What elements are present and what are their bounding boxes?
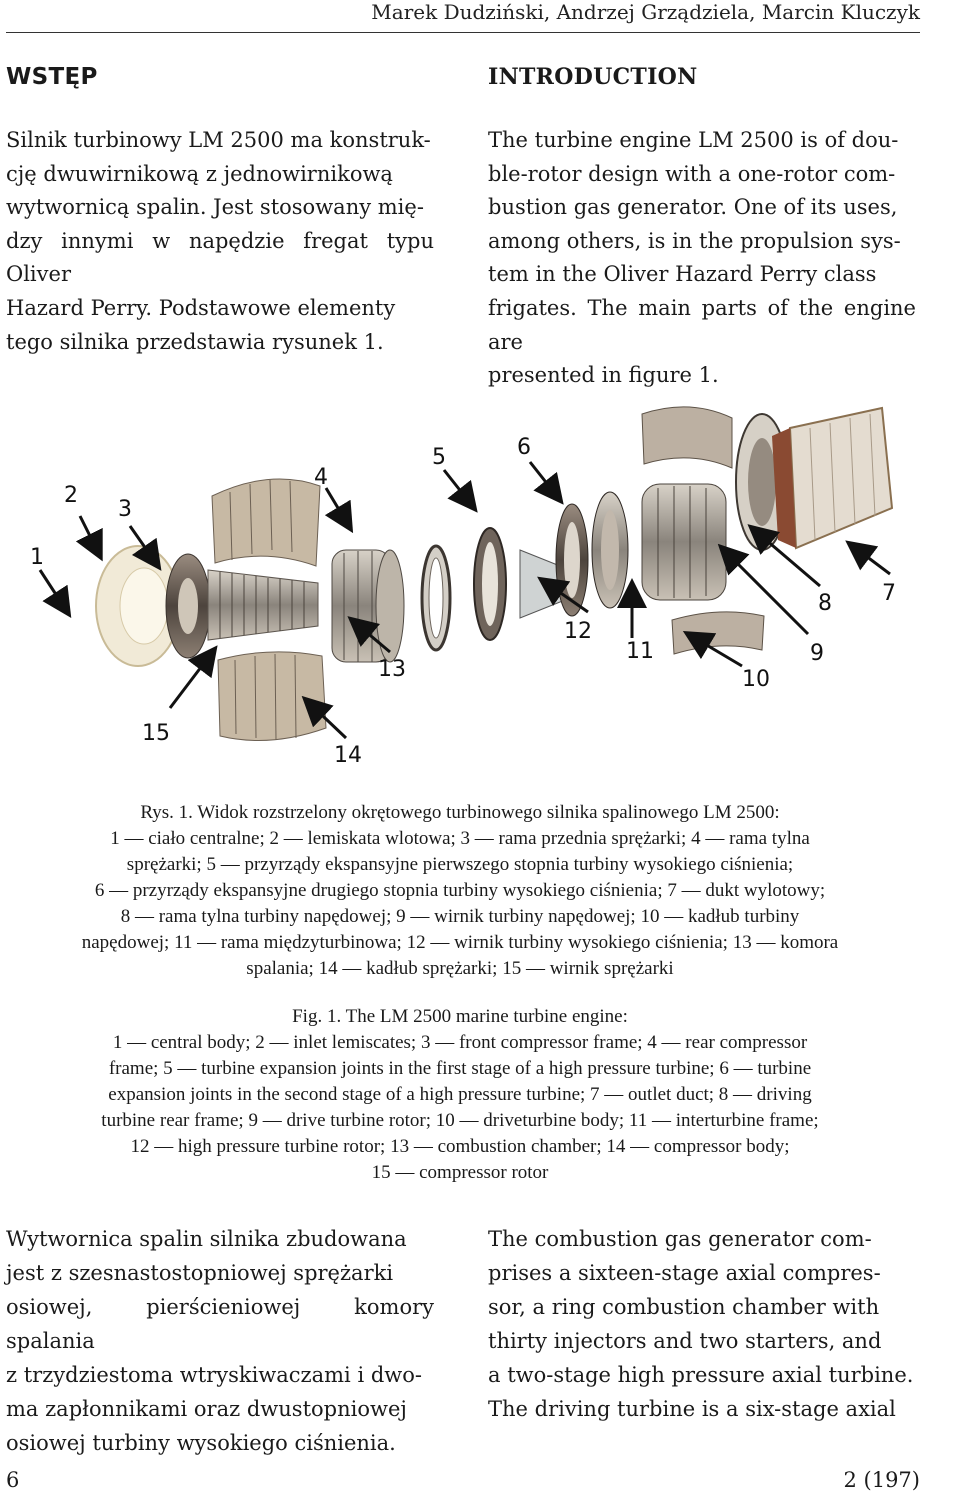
text-line: Silnik turbinowy LM 2500 ma konstruk- (6, 128, 431, 152)
text-line: Wytwornica spalin silnika zbudowana (6, 1227, 407, 1251)
text-line: ma zapłonnikami oraz dwustopniowej (6, 1397, 407, 1421)
caption-line: Rys. 1. Widok rozstrzelony okrętowego turbinowego silnika spalinowego LM 2500: (140, 802, 780, 823)
engine-illustration (20, 398, 935, 778)
label-14: 14 (334, 743, 362, 768)
text-line: bustion gas generator. One of its uses, (488, 195, 898, 220)
text-line: dzy innymi w napędzie fregat typu Oliver (6, 228, 434, 287)
part-compressor-rotor (208, 570, 318, 640)
section-heading-pl: WSTĘP (6, 64, 98, 90)
figure-caption-en (0, 1004, 920, 1186)
left-intro-column (6, 64, 434, 359)
label-5: 5 (432, 445, 446, 470)
label-2: 2 (64, 483, 78, 508)
text-line: Hazard Perry. Podstawowe elementy (6, 295, 396, 320)
label-9: 9 (810, 641, 824, 666)
label-10: 10 (742, 667, 770, 692)
label-8: 8 (818, 591, 832, 616)
text-line: tem in the Oliver Hazard Perry class (488, 262, 877, 287)
body-paragraph-pl (6, 1222, 434, 1460)
caption-line: Fig. 1. The LM 2500 marine turbine engine: (292, 1006, 628, 1027)
caption-line: 8 — rama tylna turbiny napędowej; 9 — wirnik turbiny napędowej; 10 — kadłub turbiny (120, 906, 800, 927)
caption-line: 1 — ciało centralne; 2 — lemiskata wlotowa; 3 — rama przednia sprężarki; 4 — rama tylna (110, 828, 810, 849)
text-line: a two-stage high pressure axial turbine. (488, 1363, 914, 1387)
part-outlet-duct (772, 408, 892, 548)
text-line: wytwornicą spalin. Jest stosowany mię- (6, 195, 424, 220)
text-line: The driving turbine is a six-stage axial (488, 1397, 896, 1421)
part-drive-turbine-rotor (642, 484, 726, 600)
caption-line: 6 — przyrządy ekspansyjne drugiego stopnia turbiny wysokiego ciśnienia; 7 — dukt wylotowy; (94, 880, 826, 901)
text-line: The turbine engine LM 2500 is of dou- (488, 128, 899, 152)
running-header: Marek Dudziński, Andrzej Grządziela, Marcin Kluczyk (371, 0, 920, 24)
intro-paragraph-en (488, 124, 916, 393)
caption-line: spalania; 14 — kadłub sprężarki; 15 — wirnik sprężarki (246, 958, 674, 979)
part-expansion-joint-stage1 (422, 546, 450, 650)
text-line: presented in figure 1. (488, 363, 719, 388)
right-body-column (488, 1222, 916, 1426)
label-11: 11 (626, 639, 654, 664)
label-7: 7 (882, 581, 896, 606)
figure-caption-pl (0, 800, 920, 982)
part-compressor-casing-lower (218, 652, 326, 741)
issue-number: 2 (197) (843, 1468, 920, 1492)
caption-line: 15 — compressor rotor (371, 1162, 549, 1183)
part-driveturbine-body (672, 612, 764, 654)
section-heading-en: INTRODUCTION (488, 64, 698, 90)
text-line: sor, a ring combustion chamber with (488, 1295, 880, 1319)
part-compressor-casing-upper (212, 479, 320, 566)
text-line: thirty injectors and two starters, and (488, 1329, 882, 1353)
text-line: osiowej turbiny wysokiego ciśnienia. (6, 1431, 396, 1455)
text-line: tego silnika przedstawia rysunek 1. (6, 329, 384, 354)
label-1: 1 (30, 545, 44, 570)
caption-line: frame; 5 — turbine expansion joints in the first stage of a high pressure turbine; 6 — turbine (108, 1058, 812, 1079)
body-paragraph-en (488, 1222, 916, 1426)
intro-paragraph-pl (6, 124, 434, 359)
caption-line: expansion joints in the second stage of a high pressure turbine; 7 — outlet duct; 8 — driving (108, 1084, 812, 1105)
part-combustion-chamber (332, 550, 404, 662)
text-line: cję dwuwirnikową z jednowirnikową (6, 161, 393, 186)
caption-line: napędowej; 11 — rama międzyturbinowa; 12 — wirnik turbiny wysokiego ciśnienia; 13 — komora (81, 932, 839, 953)
part-expansion-joint-stage2 (474, 528, 506, 640)
text-line: frigates. The main parts of the engine are (488, 295, 916, 354)
label-6: 6 (517, 435, 531, 460)
text-line: among others, is in the propulsion sys- (488, 228, 901, 253)
text-line: z trzydziestoma wtryskiwaczami i dwo- (6, 1363, 422, 1387)
caption-line: turbine rear frame; 9 — drive turbine rotor; 10 — driveturbine body; 11 — interturbine frame; (101, 1110, 819, 1131)
right-intro-column (488, 64, 916, 393)
label-12: 12 (564, 619, 592, 644)
caption-line: 12 — high pressure turbine rotor; 13 — combustion chamber; 14 — compressor body; (130, 1136, 790, 1157)
text-line: The combustion gas generator com- (488, 1227, 872, 1251)
caption-line: sprężarki; 5 — przyrządy ekspansyjne pierwszego stopnia turbiny wysokiego ciśnienia; (126, 854, 794, 875)
part-driveturbine-body-upper (642, 407, 732, 468)
caption-line: 1 — central body; 2 — inlet lemiscates; 3 — front compressor frame; 4 — rear compressor (112, 1032, 808, 1053)
header-rule (6, 32, 920, 33)
label-4: 4 (314, 465, 328, 490)
label-3: 3 (118, 497, 132, 522)
text-line: osiowej, pierścieniowej komory spalania (6, 1295, 434, 1353)
text-line: prises a sixteen-stage axial compres- (488, 1261, 881, 1285)
left-body-column (6, 1222, 434, 1460)
label-15: 15 (142, 721, 170, 746)
label-13: 13 (378, 657, 406, 682)
part-front-compressor-frame (166, 554, 210, 658)
engine-exploded-figure (20, 398, 935, 778)
text-line: ble-rotor design with a one-rotor com- (488, 161, 896, 186)
page-number-left: 6 (6, 1468, 20, 1492)
text-line: jest z szesnastostopniowej sprężarki (6, 1261, 394, 1285)
